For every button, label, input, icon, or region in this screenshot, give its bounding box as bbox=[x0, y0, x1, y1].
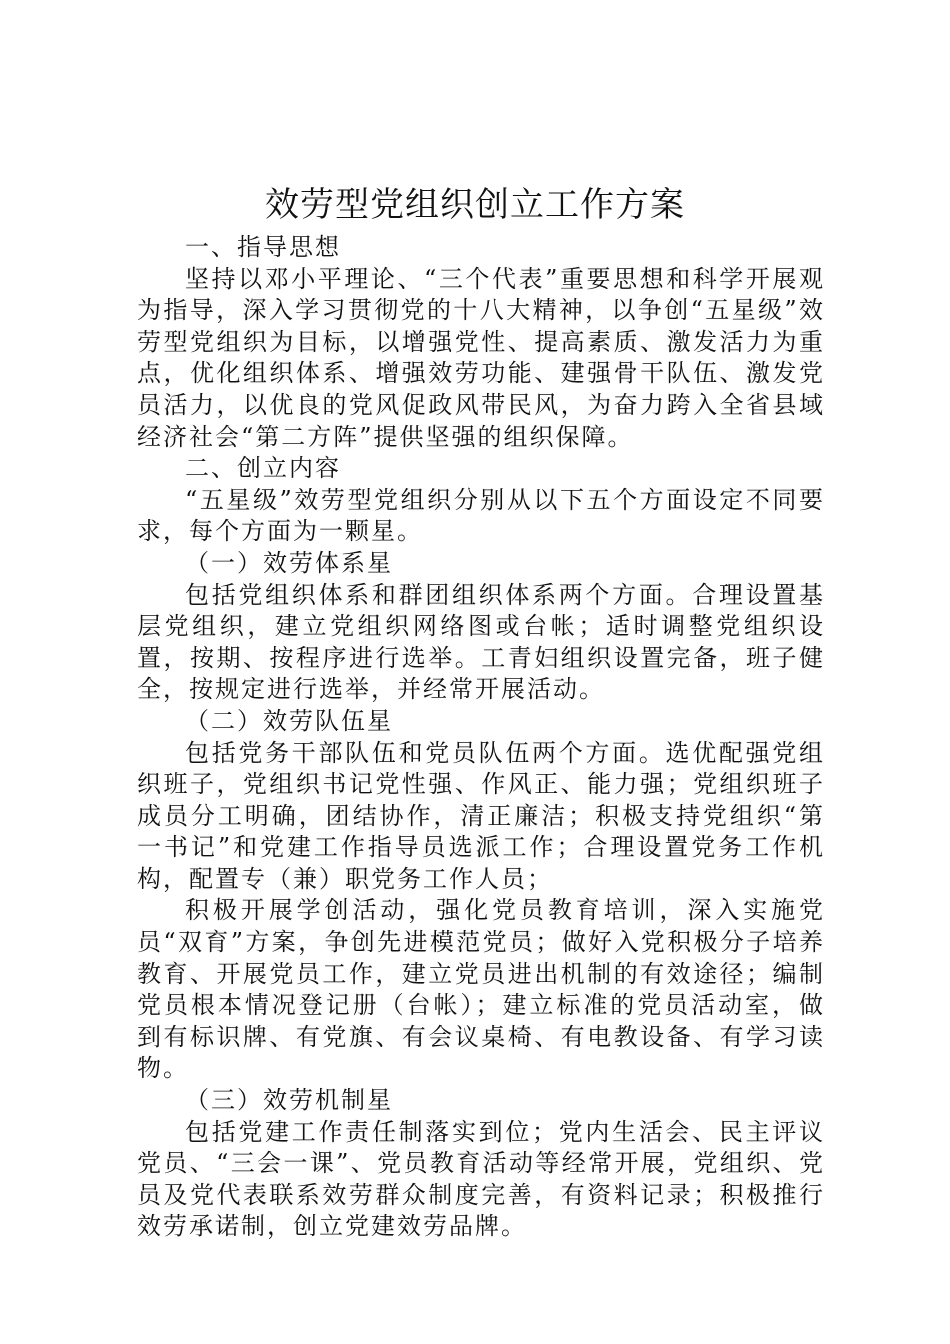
subheading-service-mechanism-star: （三）效劳机制星 bbox=[185, 1086, 393, 1115]
subheading-service-team-star: （二）效劳队伍星 bbox=[185, 706, 393, 735]
section-heading-guiding-ideology: 一、指导思想 bbox=[185, 233, 341, 261]
document-title: 效劳型党组织创立工作方案 bbox=[265, 185, 685, 225]
paragraph-service-mechanism: 包括党建工作责任制落实到位；党内生活会、民主评议党员、“三会一课”、党员教育活动等经常开展，党组织、党员及党代表联系效劳群众制度完善，有资料记录；积极推行效劳承诺制，创立党建效劳品牌。 bbox=[137, 1117, 825, 1241]
subheading-service-system-star: （一）效劳体系星 bbox=[185, 548, 393, 577]
paragraph-service-system: 包括党组织体系和群团组织体系两个方面。合理设置基层党组织，建立党组织网络图或台帐；适时调整党组织设置，按期、按程序进行选举。工青妇组织设置完备，班子健全，按规定进行选举，并经常开展活动。 bbox=[137, 580, 825, 704]
paragraph-service-team: 包括党务干部队伍和党员队伍两个方面。选优配强党组织班子，党组织书记党性强、作风正、能力强；党组织班子成员分工明确，团结协作，清正廉洁；积极支持党组织“第一书记”和党建工作指导员选派工作；合理设置党务工作机构，配置专（兼）职党务工作人员； bbox=[137, 738, 825, 893]
paragraph-guiding-ideology: 坚持以邓小平理论、“三个代表”重要思想和科学开展观为指导，深入学习贯彻党的十八大精神，以争创“五星级”效劳型党组织为目标，以增强党性、提高素质、激发活力为重点，优化组织体系、增强效劳功能、建强骨干队伍、激发党员活力，以优良的党风促政风带民风，为奋力跨入全省县域经济社会“第二方阵”提供坚强的组织保障。 bbox=[137, 264, 825, 451]
paragraph-five-star-intro: “五星级”效劳型党组织分别从以下五个方面设定不同要求，每个方面为一颗星。 bbox=[137, 485, 825, 546]
paragraph-member-education: 积极开展学创活动，强化党员教育培训，深入实施党员“双育”方案，争创先进模范党员；做好入党积极分子培养教育、开展党员工作，建立党员进出机制的有效途径；编制党员根本情况登记册（台帐）；建立标准的党员活动室，做到有标识牌、有党旗、有会议桌椅、有电教设备、有学习读物。 bbox=[137, 896, 825, 1083]
document-body bbox=[137, 232, 825, 1243]
section-heading-creation-content: 二、创立内容 bbox=[185, 454, 341, 483]
